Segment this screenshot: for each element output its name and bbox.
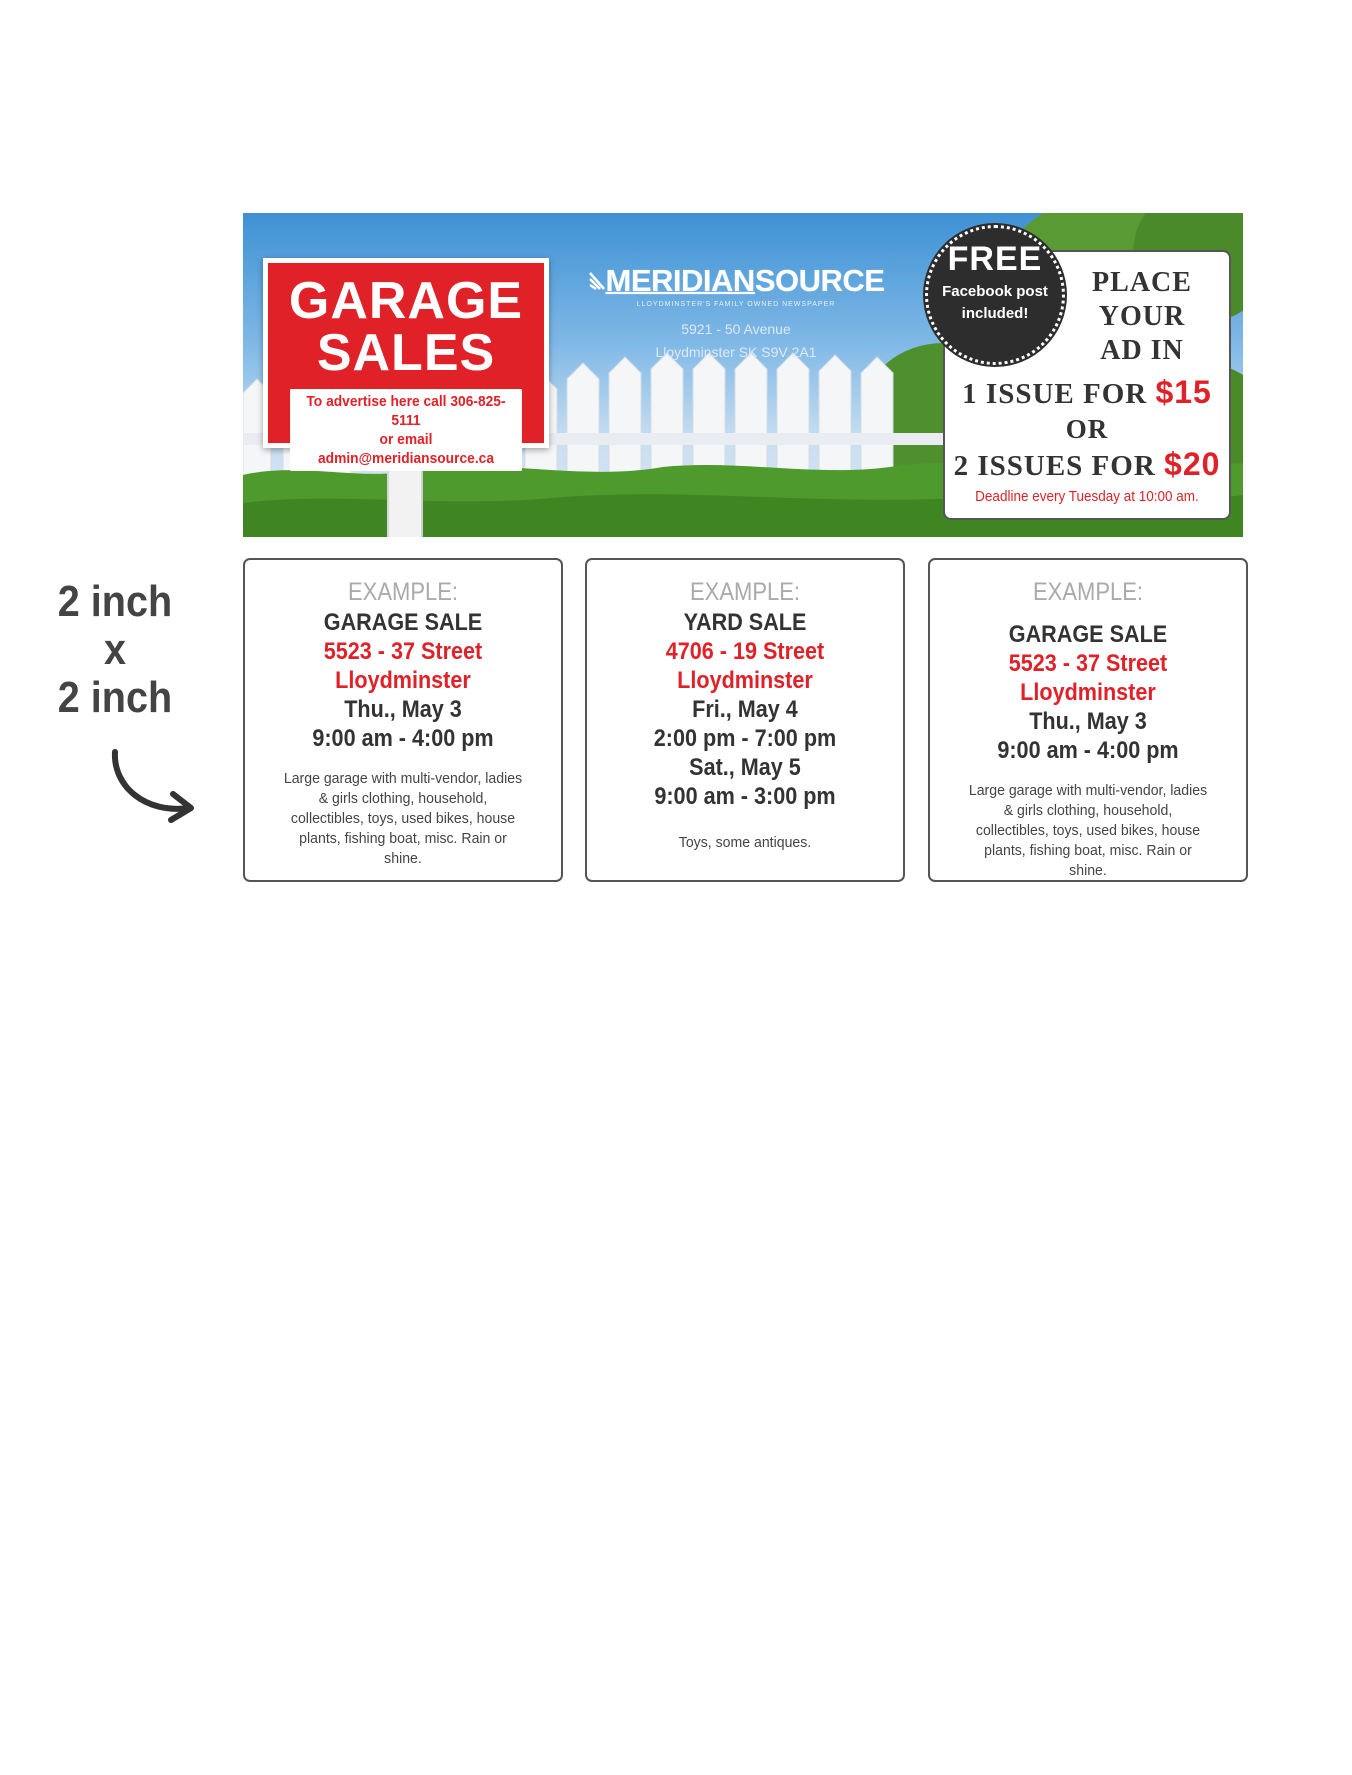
place-ad-head-line2: YOUR xyxy=(1098,301,1186,332)
free-facebook-badge xyxy=(925,225,1065,365)
card-title: GARAGE SALE xyxy=(323,609,483,636)
free-badge-title: FREE xyxy=(947,240,1043,278)
card-example-label: EXAMPLE: xyxy=(1032,578,1144,606)
logo-address xyxy=(586,318,886,364)
offer1-price: $15 xyxy=(1155,374,1212,410)
card-time-2: 9:00 am - 3:00 pm xyxy=(654,783,836,810)
example-card-3 xyxy=(928,558,1248,882)
card-day: Thu., May 3 xyxy=(1029,708,1147,735)
place-ad-head-line3: AD IN xyxy=(1100,335,1184,366)
card-example-label: EXAMPLE: xyxy=(689,578,801,606)
garage-sales-sign xyxy=(263,258,549,467)
sign-contact-email: or email admin@meridiansource.ca xyxy=(317,431,495,467)
sign-contact-phone: To advertise here call 306-825-5111 xyxy=(306,393,506,429)
size-note-line2: x xyxy=(103,625,127,674)
example-card-2 xyxy=(585,558,905,882)
size-note-line1: 2 inch xyxy=(57,577,173,626)
card-city: Lloydminster xyxy=(677,667,813,694)
card-description: Toys, some antiques. xyxy=(678,834,812,851)
card-day: Fri., May 4 xyxy=(692,696,798,723)
card-time: 9:00 am - 4:00 pm xyxy=(997,737,1179,764)
deadline-note: Deadline every Tuesday at 10:00 am. xyxy=(975,488,1199,505)
card-time: 9:00 am - 4:00 pm xyxy=(312,725,494,752)
card-title: GARAGE SALE xyxy=(1008,621,1168,648)
offer-two-issues xyxy=(945,446,1229,483)
example-card-1 xyxy=(243,558,563,882)
card-address: 5523 - 37 Street xyxy=(1008,650,1168,677)
offer2-text: 2 ISSUES FOR xyxy=(953,450,1165,482)
garage-sales-banner xyxy=(243,213,1243,537)
card-day: Thu., May 3 xyxy=(344,696,462,723)
logo-address-line2: Lloydminster SK S9V 2A1 xyxy=(655,344,817,360)
logo-address-line1: 5921 - 50 Avenue xyxy=(681,321,791,337)
swoosh-logo-icon xyxy=(588,269,606,293)
card-city: Lloydminster xyxy=(1020,679,1156,706)
logo-name xyxy=(586,263,886,299)
card-city: Lloydminster xyxy=(335,667,471,694)
offer-or: OR xyxy=(1065,414,1109,444)
logo-tagline: LLOYDMINSTER'S FAMILY OWNED NEWSPAPER xyxy=(636,301,836,308)
meridian-source-logo xyxy=(586,263,886,364)
free-badge-line2: included! xyxy=(961,305,1029,322)
offer2-price: $20 xyxy=(1164,446,1221,482)
card-description: Large garage with multi-vendor, ladies & girls clothing, household, collectibles, toys, used bikes, house plants, fishing boat, misc. Rain or shine. xyxy=(283,770,523,867)
sign-contact xyxy=(290,389,522,471)
card-description: Large garage with multi-vendor, ladies & girls clothing, household, collectibles, toys, used bikes, house plants, fishing boat, misc. Rain or shine. xyxy=(968,782,1208,879)
card-title: YARD SALE xyxy=(683,609,807,636)
size-note-line3: 2 inch xyxy=(57,673,173,722)
offer1-text: 1 ISSUE FOR xyxy=(962,378,1156,410)
offer-one-issue xyxy=(945,374,1229,411)
card-day-2: Sat., May 5 xyxy=(689,754,801,781)
free-badge-line1: Facebook post xyxy=(942,283,1048,300)
curved-arrow-icon xyxy=(105,746,205,826)
size-note xyxy=(39,578,192,722)
card-address: 5523 - 37 Street xyxy=(323,638,483,665)
logo-name-part2: SOURCE xyxy=(754,263,885,298)
logo-name-part1: MERIDIAN xyxy=(605,263,755,298)
card-time: 2:00 pm - 7:00 pm xyxy=(653,725,837,752)
sign-title-line1: GARAGE xyxy=(288,272,524,330)
sign-title-line2: SALES xyxy=(316,324,496,382)
place-ad-head-line1: PLACE xyxy=(1092,267,1192,298)
card-address: 4706 - 19 Street xyxy=(665,638,825,665)
card-example-label: EXAMPLE: xyxy=(347,578,459,606)
place-ad-heading xyxy=(1067,266,1217,368)
